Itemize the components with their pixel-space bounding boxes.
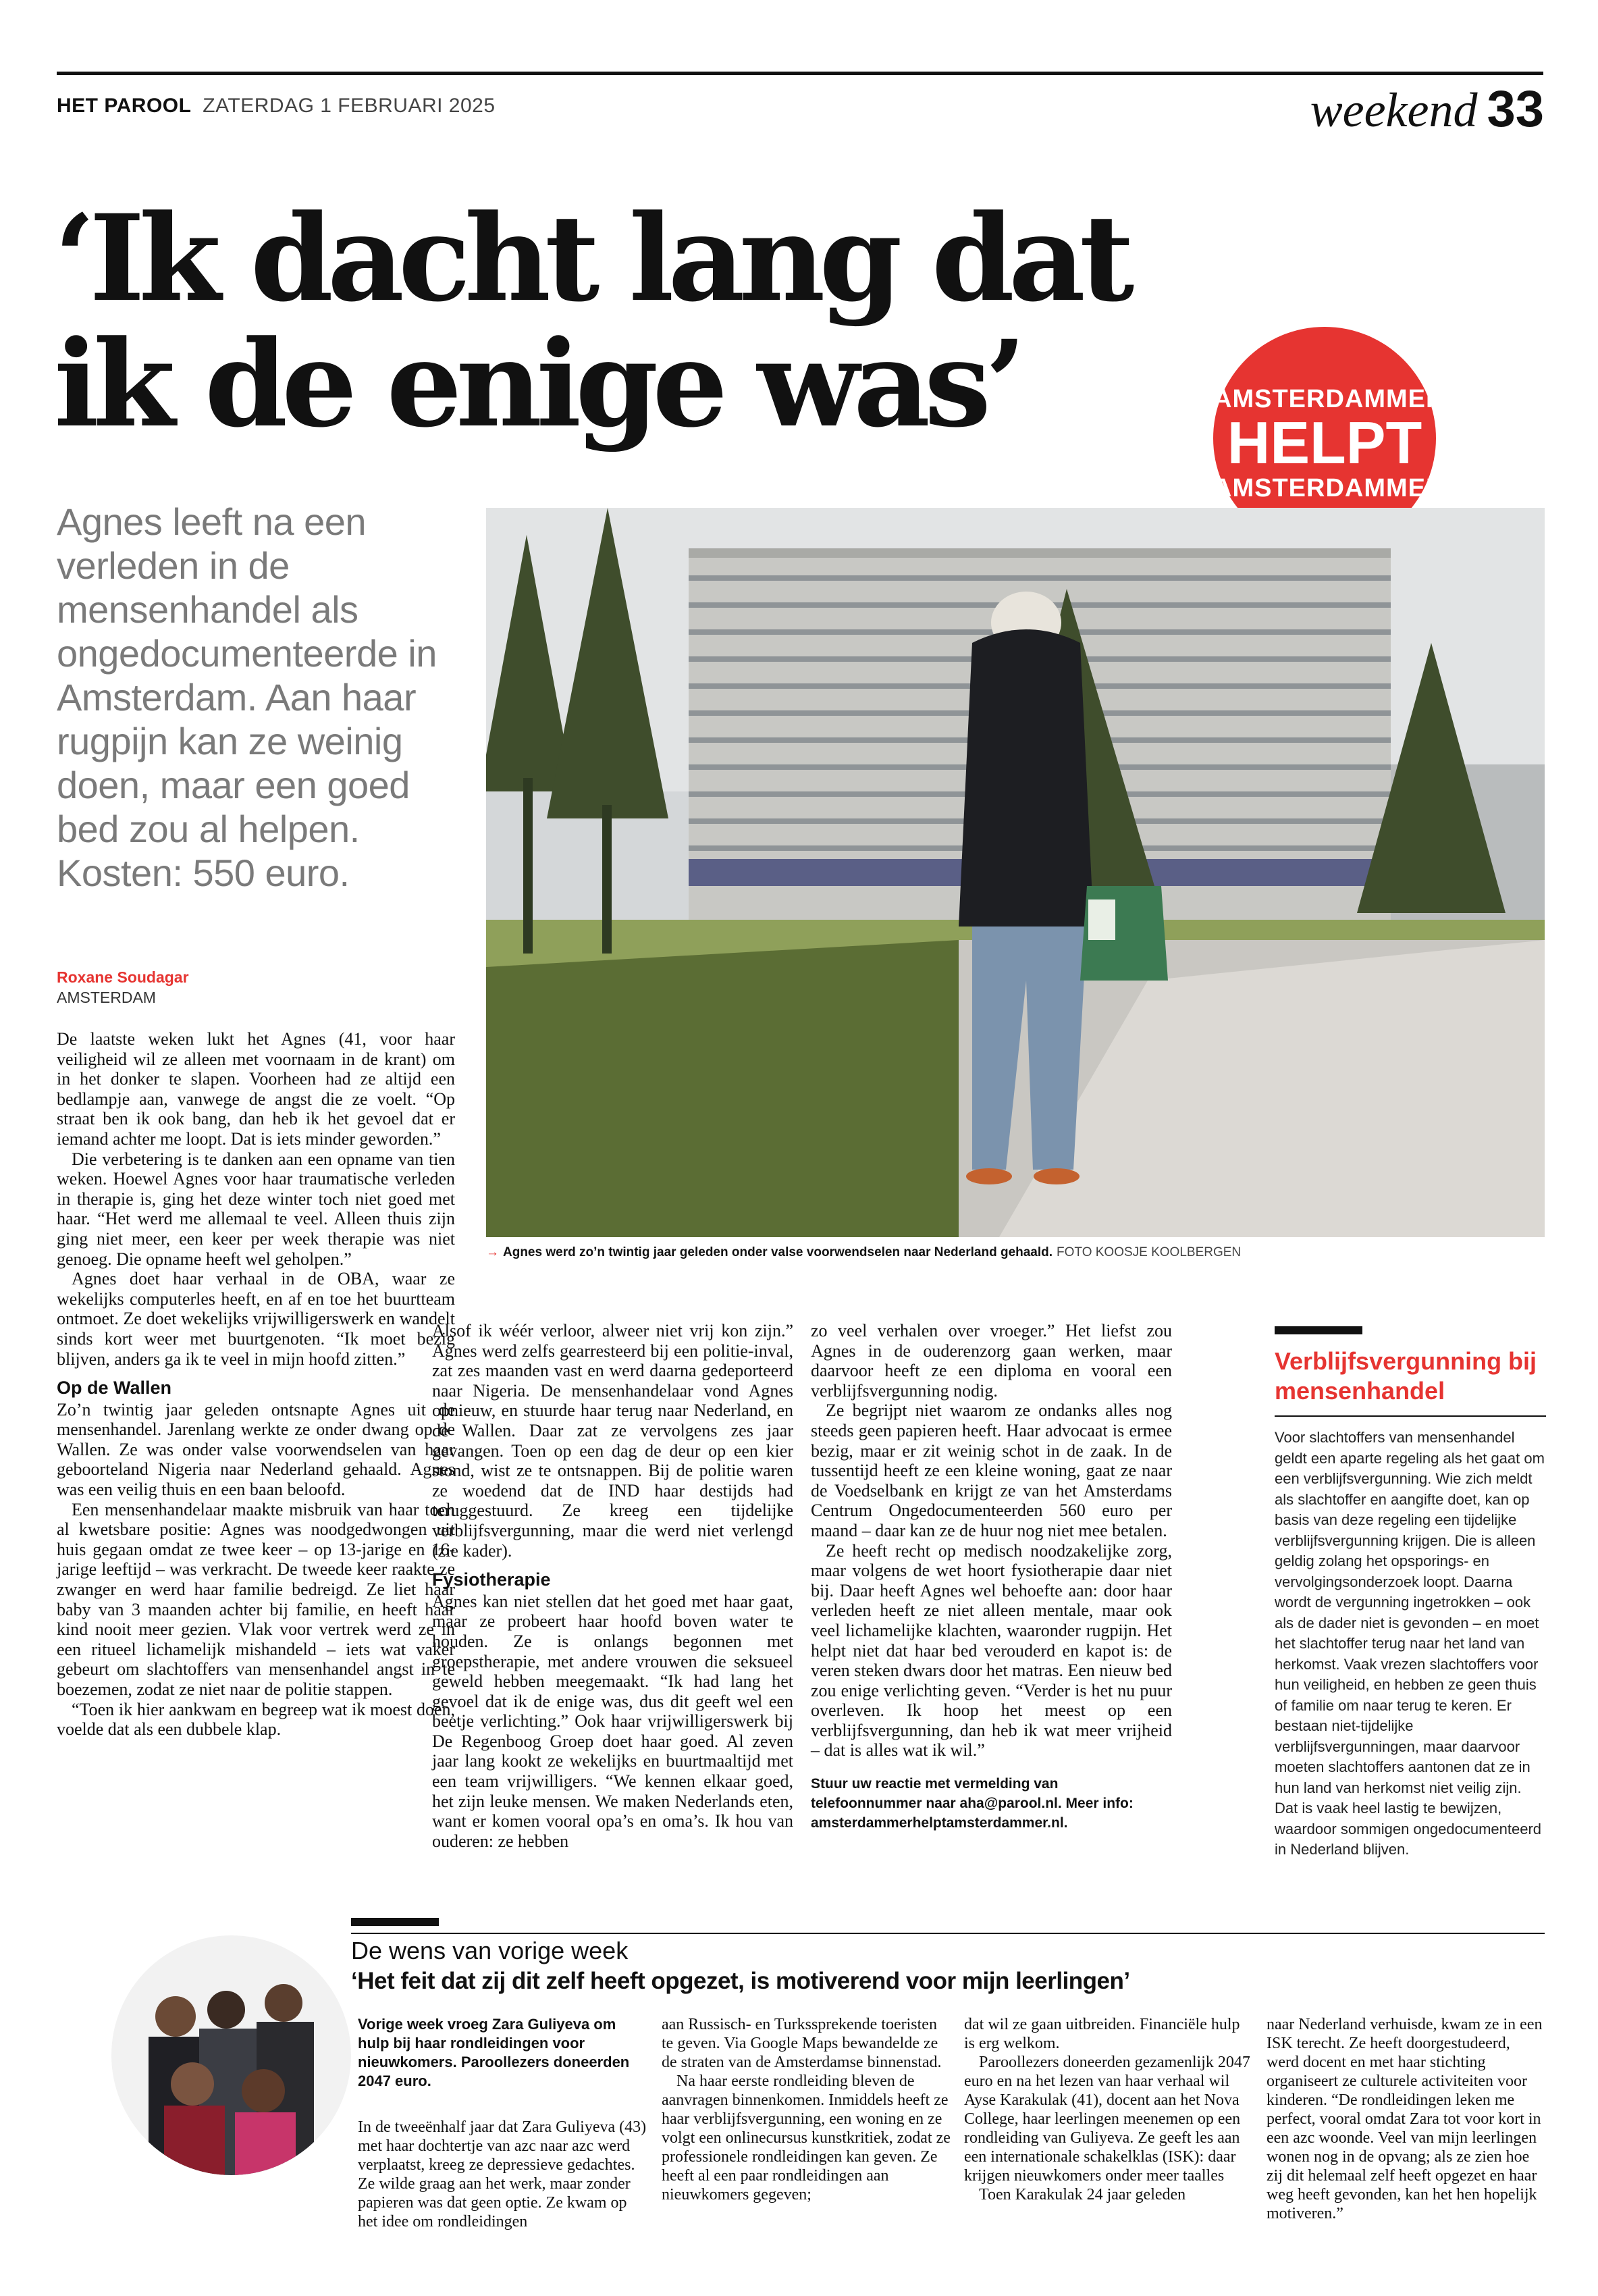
body-paragraph: Agnes kan niet stellen dat het goed met haar gaat, maar ze probeert haar hoofd boven water te houden. Ze is onlangs begonnen met groepstherapie, met andere vrouwen die seksueel geweld hebben meegemaakt. “Ik had lang het gevoel dat ik de enige was, dus dit geeft wel een beetje verlichting.” Ook haar vrijwilligerswerk bij De Regenboog Groep doet haar goed. Al zeven jaar lang kookt ze wekelijks en buurtmaaltijd met een team vrijwilligers. “We kennen elkaar goed, het zijn leuke mensen. We maken Nederlands eten, want er komen vooral opa’s en oma’s. Ik hou van ouderen: ze hebben [432, 1591, 793, 1851]
wens-paragraph: naar Nederland verhuisde, kwam ze in een ISK terecht. Ze heeft doorgestudeerd, werd docent en met haar stichting organiseert ze culturele activiteiten voor kinderen. “De rondleidingen leken me perfect, vooral omdat Zara tot voor kort in een azc woonde. Veel van mijn leerlingen wonen nog in de opvang; als ze zien hoe zij dit helemaal zelf heeft opgezet en haar weg heeft gevonden, kan het hen hopelijk motiveren.” [1267, 2016, 1543, 2222]
dateline-location: AMSTERDAM [57, 989, 156, 1006]
wens-paragraph: Paroollezers doneerden gezamenlijk 2047 euro en na het lezen van haar verhaal wil Ayse Karakulak (41), docent aan het Nova College, haar leerlingen meenemen op een rondleiding van Guliyeva. Ze geeft les aan een internationale schakelklas (ISK): daar krijgen nieuwkomers onder meer taalles [964, 2054, 1250, 2185]
caption-arrow-icon: → [486, 1245, 499, 1259]
intro-text: Agnes leeft na een verleden in de mensenhandel als ongedocumenteerde in Amsterdam. Aan haar rugpijn kan ze weinig doen, maar een goed bed zou al helpen. Kosten: 550 euro. [57, 500, 437, 894]
info-box-text: Voor slachtoffers van mensenhandel geldt een aparte regeling als het gaat om een verblijfsvergunning. Wie zich meldt als slachtoffer en aangifte doet, kan op basis van deze regeling een tijdelijke verblijfsvergunning krijgen. Die is alleen geldig zolang het opsporings- en vervolgingsonderzoek loopt. Daarna wordt de vergunning ingetrokken – ook als de dader niet is gevonden – en moet het slachtoffer terug naar het land van herkomst. Vaak vrezen slachtoffers voor hun veiligheid, en hebben ze geen thuis of familie om naar terug te keren. Er bestaan niet-tijdelijke verblijfsvergunningen, maar daarvoor moeten slachtoffers aantonen dat ze in hun land van herkomst niet veilig zijn. Dat is vaak heel lastig te bewijzen, waardoor sommigen ongedocumenteerd in Nederland blijven. [1275, 1429, 1545, 1858]
headline: ‘Ik dacht lang dat ik de enige was’ [54, 188, 1129, 454]
badge-line-3: AMSTERDAMMER [1213, 474, 1445, 502]
photo-caption [486, 1245, 1241, 1260]
caption-text: Agnes werd zo’n twintig jaar geleden onder valse voorwendselen naar Nederland gehaald. [503, 1245, 1053, 1259]
wens-lead: Vorige week vroeg Zara Guliyeva om hulp bij haar rondleidingen voor nieuwkomers. Paroollezers doneerden 2047 euro. [358, 2016, 630, 2089]
masthead [57, 95, 496, 118]
page-number: 33 [1487, 80, 1544, 138]
body-paragraph: Die verbetering is te danken aan een opname van tien weken. Hoewel Agnes voor haar traumatische verleden in therapie is, ging het deze winter toch niet goed met haar. “Het werd me allemaal te veel. Alleen thuis zijn ging niet meer, een keer per week therapie was niet genoeg. Die opname heeft wel geholpen.” [57, 1149, 455, 1269]
body-paragraph: De laatste weken lukt het Agnes (41, voor haar veiligheid wil ze alleen met voornaam in de krant) om in het donker te slapen. Voorheen had ze altijd een bedlampje aan, vanwege de angst die ze voelt. “Op straat ben ik ook bang, dan heb ik het gevoel dat er iemand achter me loopt. Dat is iets minder geworden.” [57, 1029, 455, 1149]
top-rule [57, 72, 1543, 75]
wens-divider [351, 1933, 1545, 1934]
wens-photo [111, 1935, 351, 2175]
body-paragraph: Een mensenhandelaar maakte misbruik van haar toch al kwetsbare positie: Agnes was noodgedwongen uit huis gegaan omdat ze twee keer – op 13-jarige en 16-jarige leeftijd – was verkracht. De tweede keer raakte ze zwanger en werd haar familie bedreigd. Ze liet haar baby van 3 maanden achter bij familie, en heeft haar kind nooit meer gezien. Vlak voor vertrek werd ze in een ritueel lichamelijk mishandeld – iets wat vaker gebeurt om slachtoffers van mensenhandel angst in te boezemen, zodat ze niet naar de politie stappen. [57, 1499, 455, 1699]
author-name: Roxane Soudagar [57, 968, 189, 986]
body-column-3 [811, 1321, 1172, 1833]
body-paragraph: Ze begrijpt niet waarom ze ondanks alles nog steeds geen papieren heeft. Haar advocaat is ermee bezig, maar er zit weinig schot in de zaak. In de tussentijd heeft ze een kleine woning, gaat ze naar de Voedselbank en krijgt ze van het Amsterdams Centrum Ongedocumenteerden 560 euro per maand – daar kan ze de huur nog niet mee betalen. [811, 1401, 1172, 1540]
body-paragraph: “Toen ik hier aankwam en begreep wat ik moest doen, voelde dat als een dubbele klap. [57, 1699, 455, 1740]
wens-column-2 [662, 2015, 952, 2204]
wens-rule [351, 1918, 439, 1926]
article-photo [486, 508, 1545, 1237]
subhead-wallen: Op de Wallen [57, 1378, 172, 1399]
body-paragraph: Zo’n twintig jaar geleden ontsnapte Agnes uit de mensenhandel. Jarenlang werkte ze onder dwang op de Wallen. Ze was onder valse voorwendselen van haar geboorteland Nigeria naar Nederland gehaald. Agnes was een veilig thuis en een baan beloofd. [57, 1399, 455, 1500]
sidebar-rule [1275, 1326, 1362, 1334]
wens-paragraph: Toen Karakulak 24 jaar geleden [979, 2186, 1186, 2203]
body-paragraph: zo veel verhalen over vroeger.” Het liefst zou Agnes in de ouderenzorg gaan werken, maar daarvoor heeft ze een diploma en vooral een verblijfsvergunning nodig. [811, 1321, 1172, 1401]
body-column-1 [57, 1029, 455, 1740]
body-paragraph: Alsof ik wéér verloor, alweer niet vrij kon zijn.” Agnes werd zelfs gearresteerd bij een politie-inval, zat zes maanden vast en werd daarna gedeporteerd naar Nigeria. De mensenhandelaar vond Agnes opnieuw, en stuurde haar terug naar Nederland, en de Wallen. Daar zat ze vervolgens zes jaar gevangen. Toen op een dag de deur op een kier stond, wist ze te ontsnappen. Bij de politie waren ze woedend dat de IND haar destijds had teruggestuurd. Ze kreeg een tijdelijke verblijfsvergunning, maar die werd niet verlengd (zie kader). [432, 1321, 793, 1561]
newspaper-name: HET PAROOL [57, 95, 192, 117]
body-paragraph: Ze heeft recht op medisch noodzakelijke zorg, maar volgens de wet hoort fysiotherapie daar niet bij. Daar heeft Agnes wel behoefte aan: door haar verleden heeft ze niet alleen mentale, maar ook veel lichamelijke klachten, waaronder rugpijn. Het helpt niet dat haar bed verouderd en kapot is: de veren steken dwars door het matras. Een nieuw bed zou enige verlichting geven. “Verder is het nu puur overleven. Ik hoop het meest op een verblijfsvergunning, dan heb ik wat meer vrijheid – dat is alles wat ik wil.” [811, 1540, 1172, 1760]
body-column-2 [432, 1321, 793, 1851]
wens-column-4 [1267, 2015, 1545, 2223]
wens-paragraph: In de tweeënhalf jaar dat Zara Guliyeva (43) met haar dochtertje van azc naar azc werd verplaatst, kreeg ze depressieve gedachtes. Ze wilde graag aan het werk, maar zonder papieren was dat geen optie. Ze kwam op het idee om rondleidingen [358, 2118, 647, 2230]
info-box-divider [1275, 1415, 1546, 1417]
issue-date: ZATERDAG 1 FEBRUARI 2025 [203, 95, 496, 117]
wens-quote-headline: ‘Het feit dat zij dit zelf heeft opgezet, is motiverend voor mijn leerlingen’ [351, 1968, 1130, 1994]
badge-line-2: HELPT [1227, 409, 1422, 476]
info-box [1275, 1347, 1546, 1860]
wens-column-3 [964, 2015, 1254, 2204]
wens-paragraph: dat wil ze gaan uitbreiden. Financiële hulp is erg welkom. [964, 2016, 1240, 2052]
contact-info: Stuur uw reactie met vermelding van telefoonnummer naar aha@parool.nl. Meer info: amsterdammerhelptamsterdammer.nl. [811, 1776, 1134, 1831]
wens-section-title: De wens van vorige week [351, 1937, 629, 1964]
wens-paragraph: Na haar eerste rondleiding bleven de aanvragen binnenkomen. Inmiddels heeft ze haar verblijfsvergunning, een woning en ze volgt een onlinecursus kunstkritiek, zodat ze professionele rondleidingen kan geven. Ze heeft al een paar rondleidingen aan nieuwkomers gegeven; [662, 2072, 951, 2203]
info-box-title: Verblijfsvergunning bij mensenhandel [1275, 1347, 1537, 1405]
photo-credit: FOTO KOOSJE KOOLBERGEN [1057, 1245, 1242, 1259]
byline [57, 967, 189, 1008]
wens-column-1 [358, 2118, 648, 2231]
section-header [1310, 80, 1544, 138]
badge-line-1: AMSTERDAMMER [1213, 385, 1445, 413]
wens-paragraph: aan Russisch- en Turkssprekende toeristen te geven. Via Google Maps bewandelde ze de straten van de Amsterdamse binnenstad. [662, 2016, 942, 2071]
subhead-fysiotherapie: Fysiotherapie [432, 1569, 551, 1590]
section-name: weekend [1310, 83, 1478, 137]
body-paragraph: Agnes doet haar verhaal in de OBA, waar ze wekelijks computerles heeft, en af en toe het buurtteam ontmoet. Ze doet wekelijks vrijwilligerswerk en wandelt sinds kort weer met buurtgenoten. “Ik moet bezig blijven, anders ga ik te veel in mijn hoofd zitten.” [57, 1269, 455, 1369]
